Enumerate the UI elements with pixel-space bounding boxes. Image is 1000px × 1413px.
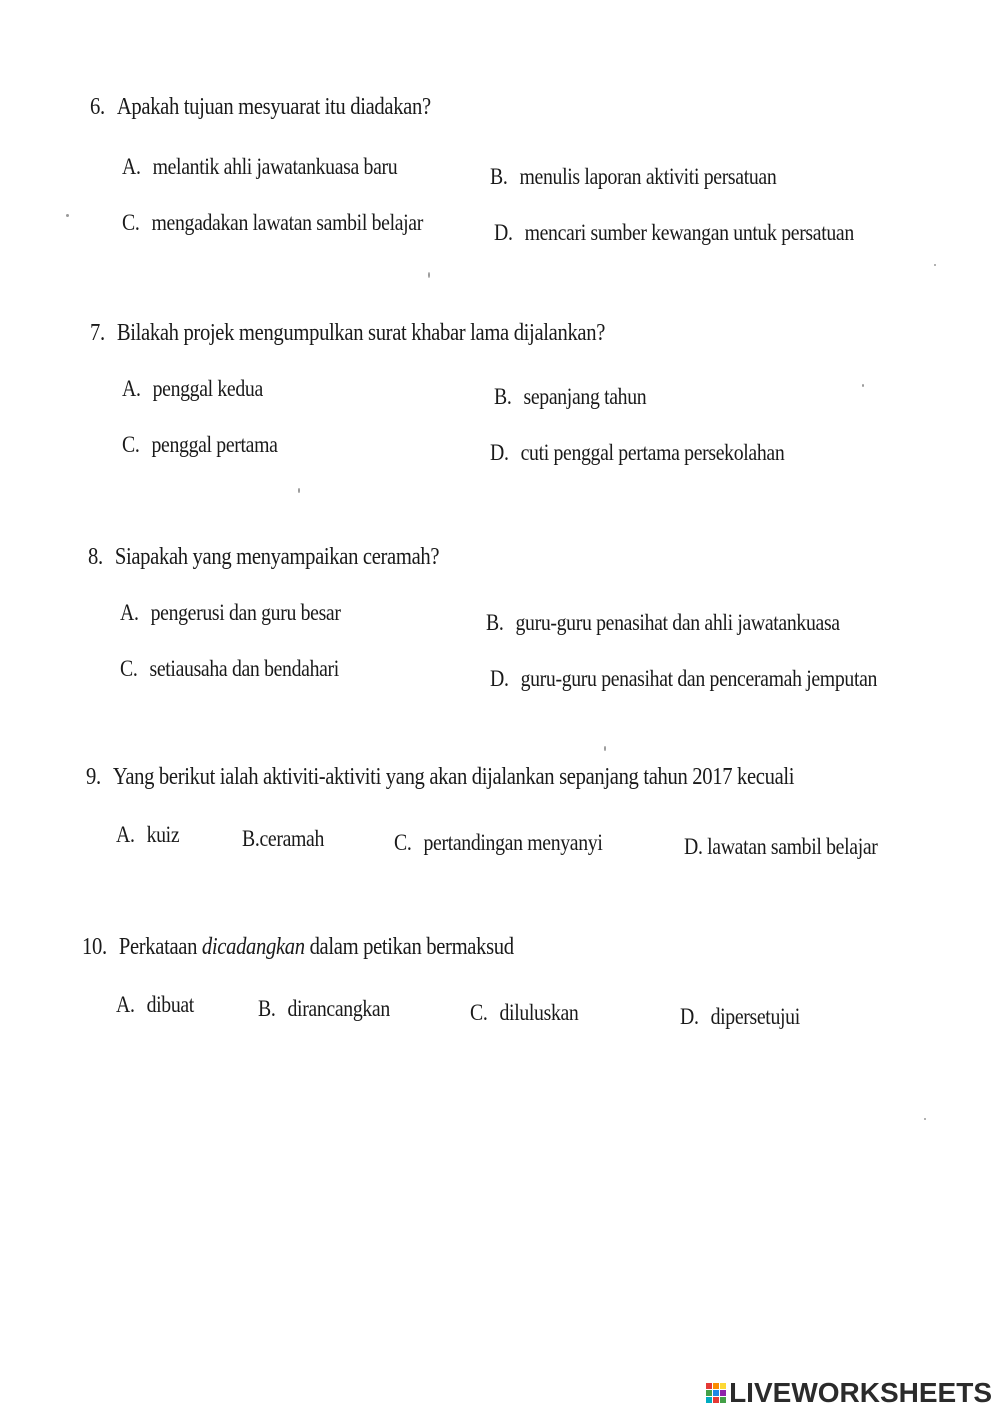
- option-8c: [120, 656, 339, 682]
- option-text: dipersetujui: [710, 1004, 800, 1029]
- question-10: [82, 934, 514, 961]
- option-8d: [490, 666, 877, 692]
- option-text: melantik ahli jawatankuasa baru: [152, 154, 398, 179]
- scan-speck: [934, 264, 936, 266]
- liveworksheets-logo-icon: [706, 1383, 726, 1403]
- option-letter: A.: [122, 154, 141, 179]
- watermark-text: LIVEWORKSHEETS: [729, 1377, 992, 1408]
- option-text: penggal pertama: [151, 432, 278, 457]
- option-text: dibuat: [146, 992, 194, 1017]
- option-text: mencari sumber kewangan untuk persatuan: [524, 220, 854, 245]
- question-text: Yang berikut ialah aktiviti-aktiviti yang akan dijalankan sepanjang tahun 2017 kecuali: [112, 764, 795, 790]
- question-number: 7.: [90, 320, 105, 346]
- question-number: 8.: [88, 544, 103, 570]
- option-7a: [122, 376, 263, 402]
- scan-speck: [862, 384, 864, 387]
- option-letter: A.: [116, 992, 135, 1017]
- question-text: Bilakah projek mengumpulkan surat khabar lama dijalankan?: [116, 320, 606, 346]
- question-text-italic: dicadangkan: [201, 934, 305, 960]
- option-letter: C.: [122, 432, 140, 457]
- question-text: Apakah tujuan mesyuarat itu diadakan?: [116, 94, 431, 120]
- option-10a: [116, 992, 194, 1018]
- option-letter: A.: [122, 376, 141, 401]
- option-text: sepanjang tahun: [523, 384, 647, 409]
- question-number: 9.: [86, 764, 101, 790]
- scan-speck: [604, 746, 606, 751]
- option-letter: B.: [486, 610, 504, 635]
- option-9b: [242, 826, 324, 852]
- question-text-before: Perkataan: [118, 934, 202, 960]
- option-6a: [122, 154, 397, 180]
- question-text-after: dalam petikan bermaksud: [304, 934, 514, 960]
- option-9c: [394, 830, 602, 856]
- scan-speck: [298, 488, 300, 493]
- option-text: cuti penggal pertama persekolahan: [520, 440, 785, 465]
- option-text: menulis laporan aktiviti persatuan: [519, 164, 777, 189]
- question-number: 6.: [90, 94, 105, 120]
- option-letter: C.: [120, 656, 138, 681]
- option-text: setiausaha dan bendahari: [149, 656, 339, 681]
- option-letter: C.: [122, 210, 140, 235]
- option-letter: D.: [490, 666, 509, 691]
- question-9: [86, 764, 794, 791]
- option-letter: D.: [494, 220, 513, 245]
- option-7b: [494, 384, 646, 410]
- option-8b: [486, 610, 840, 636]
- option-letter: A.: [116, 822, 135, 847]
- option-6b: [490, 164, 776, 190]
- option-text: pertandingan menyanyi: [423, 830, 603, 855]
- question-number: 10.: [82, 934, 107, 960]
- option-text: mengadakan lawatan sambil belajar: [151, 210, 423, 235]
- option-text: penggal kedua: [152, 376, 263, 401]
- option-10d: [680, 1004, 800, 1030]
- liveworksheets-logo: [706, 1377, 992, 1409]
- option-text: pengerusi dan guru besar: [150, 600, 341, 625]
- question-8: [88, 544, 439, 571]
- option-9a: [116, 822, 179, 848]
- option-letter: D.: [684, 834, 703, 859]
- question-text: Siapakah yang menyampaikan ceramah?: [114, 544, 440, 570]
- option-text: ceramah: [259, 826, 325, 851]
- option-letter: B.: [490, 164, 508, 189]
- option-letter: D.: [490, 440, 509, 465]
- option-text: lawatan sambil belajar: [707, 834, 878, 859]
- option-10b: [258, 996, 390, 1022]
- option-letter: C.: [470, 1000, 488, 1025]
- option-letter: A.: [120, 600, 139, 625]
- option-letter: B.: [242, 826, 260, 851]
- option-9d: [684, 834, 878, 860]
- option-letter: D.: [680, 1004, 699, 1029]
- option-7d: [490, 440, 784, 466]
- scan-speck: [924, 1118, 926, 1120]
- option-6d: [494, 220, 854, 246]
- option-text: diluluskan: [499, 1000, 579, 1025]
- question-6: [90, 94, 431, 121]
- scan-speck: [428, 272, 430, 278]
- option-letter: B.: [258, 996, 276, 1021]
- option-text: dirancangkan: [287, 996, 390, 1021]
- option-text: guru-guru penasihat dan penceramah jemputan: [520, 666, 878, 691]
- option-text: kuiz: [146, 822, 180, 847]
- option-letter: C.: [394, 830, 412, 855]
- option-7c: [122, 432, 278, 458]
- option-8a: [120, 600, 341, 626]
- option-letter: B.: [494, 384, 512, 409]
- scan-speck: [66, 214, 69, 217]
- option-10c: [470, 1000, 578, 1026]
- question-7: [90, 320, 605, 347]
- option-text: guru-guru penasihat dan ahli jawatankuasa: [515, 610, 840, 635]
- option-6c: [122, 210, 423, 236]
